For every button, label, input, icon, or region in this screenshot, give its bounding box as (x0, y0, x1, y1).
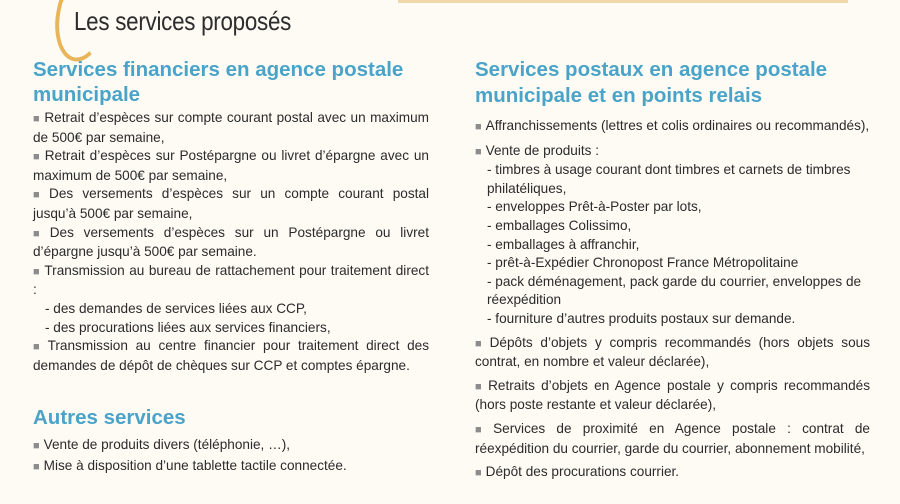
sub-list-item: - prêt-à-Expédier Chronopost France Métropolitaine (487, 255, 799, 271)
list-item: ■ Vente de produits divers (téléphonie, …), (33, 437, 290, 453)
square-bullet-icon: ■ (475, 121, 482, 133)
financial-services-heading: Services financiers en agence postale municipale (33, 58, 404, 106)
list-item: ■ Affranchissements (lettres et colis ordinaires ou recommandés), (475, 118, 870, 133)
square-bullet-icon: ■ (33, 265, 41, 278)
square-bullet-icon: ■ (475, 467, 482, 480)
list-item: ■ Des versements d’espèces sur un compte courant postal jusqu’à 500€ par semaine, (33, 186, 429, 221)
list-item: ■ Transmission au centre financier pour traitement direct des demandes de dépôt de chèques sur CCP et comptes épargne. (33, 338, 429, 373)
postal-services-column (475, 57, 870, 488)
list-item: ■ Retrait d’espèces sur compte courant postal avec un maximum de 500€ par semaine, (33, 110, 429, 145)
list-item: ■ Retrait d’espèces sur Postépargne ou livret d’épargne avec un maximum de 500€ par semaine, (33, 148, 429, 183)
square-bullet-icon: ■ (33, 113, 41, 125)
postal-services-list (475, 117, 870, 483)
square-bullet-icon: ■ (33, 189, 46, 202)
list-item: ■ Vente de produits : (475, 142, 600, 158)
financial-services-list (33, 109, 429, 375)
sub-list-item: - pack déménagement, pack garde du courrier, enveloppes de réexpédition (487, 273, 862, 308)
postal-services-heading: Services postaux en agence postale municipale et en points relais (475, 58, 828, 107)
square-bullet-icon: ■ (33, 227, 46, 240)
square-bullet-icon: ■ (475, 380, 485, 393)
page-title: Les services proposés (74, 6, 292, 36)
sub-list-item: - emballages à affranchir, (487, 236, 640, 252)
sub-list-item: - fourniture d’autres produits postaux sur demande. (487, 310, 796, 326)
header-divider (398, 0, 848, 3)
sub-list-item: - des demandes de services liées aux CCP, (45, 300, 307, 316)
list-item: ■ Retraits d’objets en Agence postale y compris recommandés (hors poste restante et valeur déclarée), (475, 377, 870, 413)
square-bullet-icon: ■ (33, 151, 41, 164)
list-item: ■ Mise à disposition d’une tablette tactile connectée. (33, 457, 347, 473)
square-bullet-icon: ■ (33, 341, 44, 354)
square-bullet-icon: ■ (33, 460, 40, 473)
square-bullet-icon: ■ (475, 423, 490, 436)
sub-list-item: - enveloppes Prêt-à-Poster par lots, (487, 199, 702, 215)
other-services-list (33, 436, 429, 476)
list-item: ■ Services de proximité en Agence postale : contrat de réexpédition du courrier, garde du courrier, abonnement mobilité, (475, 420, 870, 456)
list-item: ■ Dépôt des procurations courrier. (475, 464, 680, 480)
list-item: ■ Des versements d’espèces sur un Postépargne ou livret d’épargne jusqu’à 500€ par semaine. (33, 224, 429, 260)
square-bullet-icon: ■ (33, 440, 40, 453)
square-bullet-icon: ■ (475, 145, 482, 158)
list-item: ■ Transmission au bureau de rattachement pour traitement direct : (33, 262, 429, 298)
financial-services-column (33, 57, 429, 478)
sub-list-item: - timbres à usage courant dont timbres et carnets de timbres philatéliques, (487, 162, 851, 196)
sub-list-item: - des procurations liées aux services financiers, (45, 319, 331, 335)
square-bullet-icon: ■ (475, 337, 486, 350)
other-services-heading: Autres services (33, 406, 186, 430)
list-item: ■ Dépôts d’objets y compris recommandés (hors objets sous contrat, en nombre et valeur déclarée), (475, 334, 870, 370)
sub-list-item: - emballages Colissimo, (487, 217, 632, 233)
